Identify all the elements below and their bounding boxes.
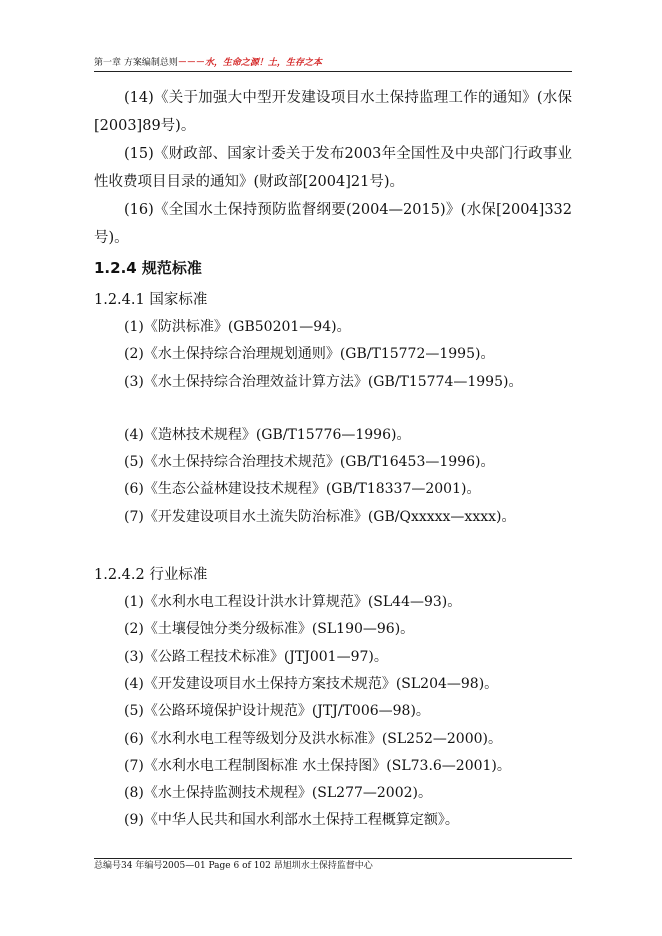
list-item: (8)《水土保持监测技术规程》(SL277—2002)。 (124, 785, 432, 802)
list-item: (1)《水利水电工程设计洪水计算规范》(SL44—93)。 (124, 594, 462, 611)
header-rule (94, 71, 572, 72)
blank-line (94, 531, 572, 561)
blank-line (94, 396, 572, 422)
list-item: (7)《水利水电工程制图标准 水土保持图》(SL73.6—2001)。 (124, 757, 511, 774)
national-standards-title: 1.2.4.1 国家标准 (94, 292, 208, 308)
list-item: (1)《防洪标准》(GB50201—94)。 (124, 319, 351, 335)
header-chapter: 第一章 方案编制总则 (94, 58, 178, 68)
footer-rule (94, 858, 572, 859)
list-item: (4)《造林技术规程》(GB/T15776—1996)。 (124, 426, 411, 443)
list-item: (6)《水利水电工程等级划分及洪水标准》(SL252—2000)。 (124, 730, 502, 747)
intro-item: (15)《财政部、国家计委关于发布2003年全国性及中央部门行政事业性收费项目目录的通知》(财政部[2004]21号)。 (94, 146, 572, 190)
industry-standards-list (94, 589, 572, 835)
header-dash: －－－ (177, 58, 205, 68)
intro-item: (16)《全国水土保持预防监督纲要(2004—2015)》(水保[2004]332号)。 (94, 202, 572, 246)
intro-item: (14)《关于加强大中型开发建设项目水土保持监理工作的通知》(水保[2003]89号)。 (94, 90, 572, 134)
list-item: (2)《土壤侵蚀分类分级标准》(SL190—96)。 (124, 621, 415, 638)
industry-standards-title: 1.2.4.2 行业标准 (94, 567, 208, 584)
page-footer: 总编号34 年编号2005—01 Page 6 of 102 昂旭圳水土保持监督中心 (94, 861, 373, 871)
page-header (94, 56, 572, 70)
list-item: (3)《水土保持综合治理效益计算方法》(GB/T15774—1995)。 (124, 373, 523, 390)
list-item: (5)《水土保持综合治理技术规范》(GB/T16453—1996)。 (124, 454, 495, 471)
list-item: (3)《公路工程技术标准》(JTJ001—97)。 (124, 648, 388, 665)
list-item: (7)《开发建设项目水土流失防治标准》(GB/Qxxxxx—xxxx)。 (124, 508, 516, 525)
national-standards-list-b (94, 422, 572, 531)
national-standards-list-a (94, 314, 572, 396)
list-item: (9)《中华人民共和国水利部水土保持工程概算定额》。 (124, 812, 459, 829)
document-body (94, 84, 572, 835)
list-item: (5)《公路环境保护设计规范》(JTJ/T006—98)。 (124, 703, 430, 720)
list-item: (4)《开发建设项目水土保持方案技术规范》(SL204—98)。 (124, 675, 499, 692)
list-item: (6)《生态公益林建设技术规程》(GB/T18337—2001)。 (124, 481, 481, 498)
header-slogan: 水，生命之源！土，生存之本 (204, 58, 322, 68)
section-heading: 1.2.4 规范标准 (94, 259, 202, 277)
list-item: (2)《水土保持综合治理规划通则》(GB/T15772—1995)。 (124, 346, 495, 363)
